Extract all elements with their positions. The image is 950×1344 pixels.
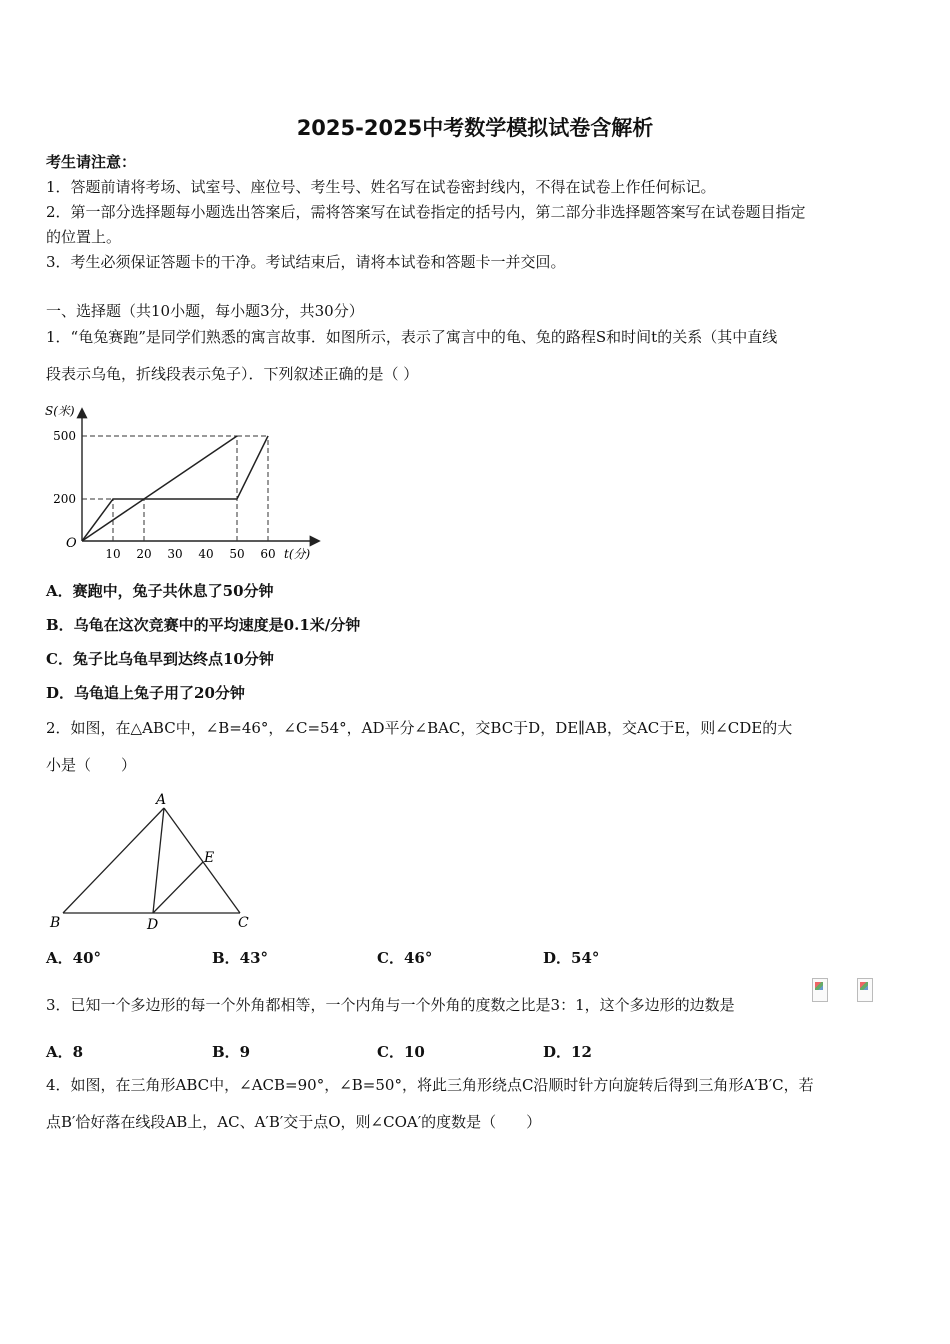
x-tick-label: 10 [105, 547, 121, 561]
x-tick-label: 60 [260, 547, 276, 561]
section-heading: 一、选择题（共10小题，每小题3分，共30分） [46, 302, 364, 320]
vertex-e-label: E [204, 850, 215, 866]
x-tick-label: 40 [198, 547, 214, 561]
q2-stem-line2: 小是（ ） [46, 756, 137, 774]
q2-option-b[interactable]: B．43° [212, 949, 269, 967]
q3-option-b[interactable]: B．9 [212, 1043, 251, 1061]
rabbit-polyline [82, 436, 268, 541]
vertex-b-label: B [50, 915, 61, 931]
q1-option-b[interactable]: B．乌龟在这次竞赛中的平均速度是0.1米/分钟 [46, 616, 361, 634]
q1-option-d[interactable]: D．乌龟追上兔子用了20分钟 [46, 684, 245, 702]
vertex-d-label: D [147, 917, 159, 933]
q1-option-c[interactable]: C．兔子比乌龟早到达终点10分钟 [46, 650, 274, 668]
tortoise-line [82, 436, 237, 541]
q1-stem-line2: 段表示乌龟，折线段表示兔子）．下列叙述正确的是（ ） [46, 365, 419, 383]
q1-option-a[interactable]: A．赛跑中，兔子共休息了50分钟 [46, 582, 274, 600]
y-tick-label: 500 [53, 429, 76, 443]
q2-option-d[interactable]: D．54° [543, 949, 600, 967]
q3-option-a[interactable]: A．8 [46, 1043, 84, 1061]
q2-triangle-figure [46, 788, 261, 936]
q3-option-d[interactable]: D．12 [543, 1043, 592, 1061]
series-lines [82, 436, 268, 541]
x-tick-label: 30 [167, 547, 183, 561]
x-tick-label: 20 [136, 547, 152, 561]
q1-stem-line1: 1．“龟兔赛跑”是同学们熟悉的寓言故事．如图所示，表示了寓言中的龟、兔的路程S和时间t的关系（其中直线 [46, 328, 778, 346]
x-tick-label: 50 [229, 547, 245, 561]
page-title: 2025-2025中考数学模拟试卷含解析 [296, 116, 654, 140]
guide-lines [82, 436, 268, 541]
notice-line-1: 1．答题前请将考场、试室号、座位号、考生号、姓名写在试卷密封线内，不得在试卷上作任何标记。 [46, 178, 716, 196]
y-axis-label: S(米) [45, 404, 75, 418]
q2-option-c[interactable]: C．46° [377, 949, 433, 967]
q2-stem-line1: 2．如图，在△ABC中，∠B=46°，∠C=54°，AD平分∠BAC，交BC于D，DE∥AB，交AC于E，则∠CDE的大 [46, 719, 793, 737]
q4-stem-line2: 点B′恰好落在线段AB上，AC、A′B′交于点O，则∠COA′的度数是（ ） [46, 1113, 542, 1131]
q1-line-graph [40, 400, 330, 565]
notice-heading: 考生请注意： [46, 153, 137, 171]
notice-line-3: 3．考生必须保证答题卡的干净。考试结束后，请将本试卷和答题卡一并交回。 [46, 253, 566, 271]
vertex-a-label: A [156, 792, 167, 808]
vertex-c-label: C [238, 915, 249, 931]
q3-option-c[interactable]: C．10 [377, 1043, 425, 1061]
broken-image-icon [812, 978, 828, 1002]
q4-stem-line1: 4．如图，在三角形ABC中，∠ACB=90°，∠B=50°，将此三角形绕点C沿顺时针方向旋转后得到三角形A′B′C，若 [46, 1076, 814, 1094]
origin-label: O [66, 536, 77, 551]
q3-stem: 3．已知一个多边形的每一个外角都相等，一个内角与一个外角的度数之比是3：1，这个多边形的边数是 [46, 996, 735, 1014]
notice-line-2a: 2．第一部分选择题每小题选出答案后，需将答案写在试卷指定的括号内，第二部分非选择题答案写在试卷题目指定 [46, 203, 806, 221]
x-axis-label: t(分) [284, 547, 311, 561]
q2-option-a[interactable]: A．40° [46, 949, 102, 967]
y-tick-label: 200 [53, 492, 76, 506]
broken-image-icon [857, 978, 873, 1002]
notice-line-2b: 的位置上。 [46, 228, 122, 246]
